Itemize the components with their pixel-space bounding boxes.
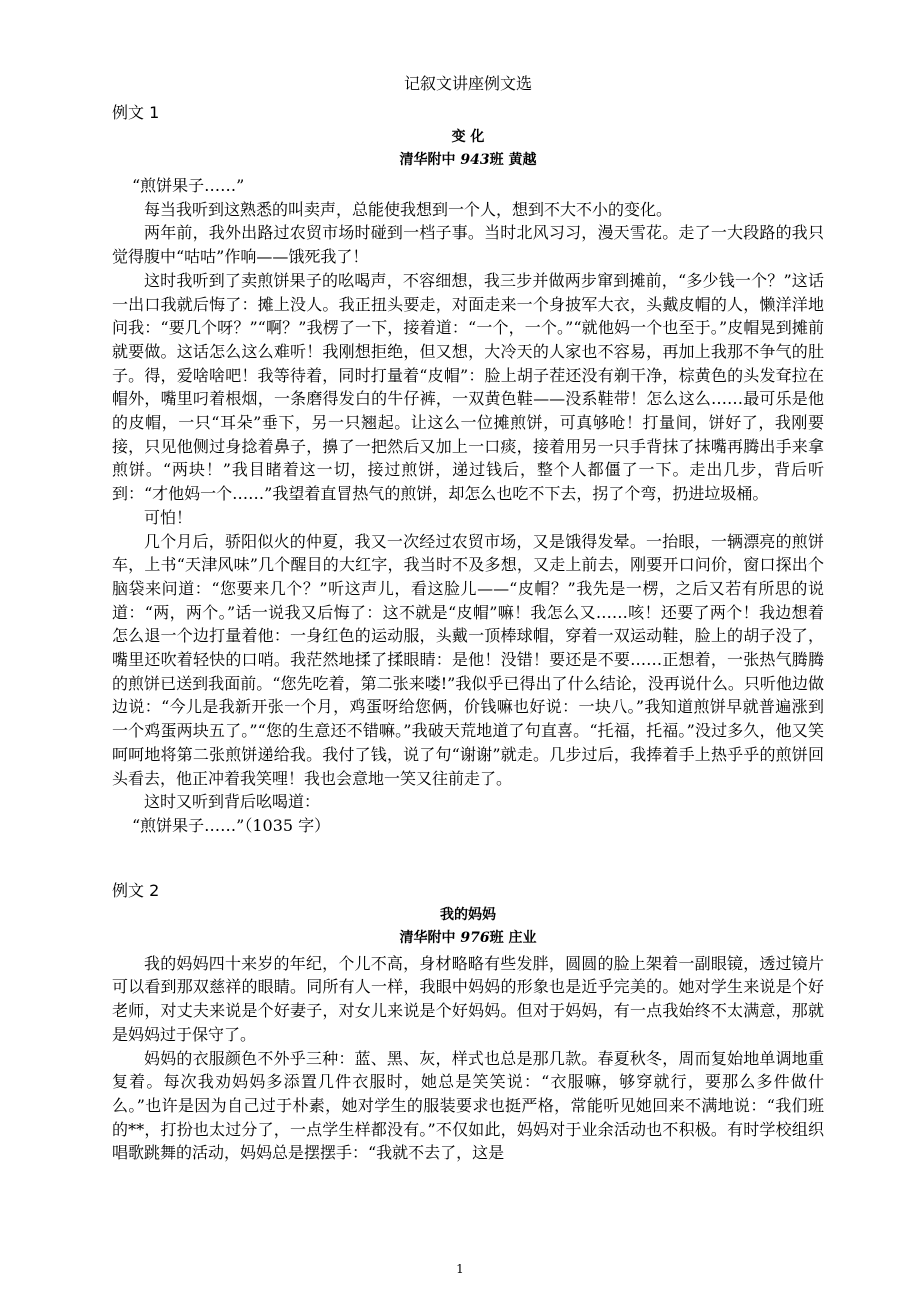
article-title: 变 化 — [451, 129, 485, 145]
paragraph: 几个月后，骄阳似火的仲夏，我又一次经过农贸市场，又是饿得发晕。一抬眼，一辆漂亮的煎饼车，上书“天津风味”几个醒目的大红字，我当时不及多想，又走上前去，刚要开口问价，窗口探出个脑袋来问道：“您要来几个？”听这声儿，看这脸儿——“皮帽？”我先是一楞，之后又若有所思的说道：“两，两个。”话一说我又后悔了：这不就是“皮帽”嘛！我怎么又……咳！还要了两个！我边想着怎么退一个边打量着他：一身红色的运动服，头戴一顶棒球帽，穿着一双运动鞋，脸上的胡子没了，嘴里还吹着轻快的口哨。我茫然地揉了揉眼睛：是他！没错！要还是不要……正想着，一张热气腾腾的煎饼已送到我面前。“您先吃着，第二张来喽!”我似乎已得出了什么结论，没再说什么。只听他边做边说：“今儿是我新开张一个月，鸡蛋呀给您俩，价钱嘛也好说：一块八。”我知道煎饼早就普遍涨到一个鸡蛋两块五了。”“您的生意还不错嘛。”我破天荒地道了句直喜。“托福，托福。”没过多久，他又笑呵呵地将第二张煎饼递给我。我付了钱，说了句“谢谢”就走。几步过后，我捧着手上热乎乎的煎饼回头看去，他正冲着我笑哩！我也会意地一笑又往前走了。 — [112, 531, 824, 788]
article-author — [112, 926, 824, 950]
paragraph: “煎饼果子……” — [132, 176, 245, 195]
page-body — [112, 72, 824, 1165]
paragraph: 妈妈的衣服颜色不外乎三种：蓝、黑、灰，样式也总是那几款。春夏秋冬，周而复始地单调地重复着。每次我劝妈妈多添置几件衣服时，她总是笑笑说：“衣服嘛，够穿就行，要那么多件做什么。”也许是因为自己过于朴素，她对学生的服装要求也挺严格，常能听见她回来不满地说：“我们班的**，打扮也太过分了，一点学生样都没有。”不仅如此，妈妈对于业余活动也不积极。有时学校组织唱歌跳舞的活动，妈妈总是摆摆手：“我就不去了，这是 — [112, 1048, 824, 1163]
paragraph: 可怕！ — [144, 507, 193, 527]
author-class-number: 943 — [460, 152, 490, 168]
paragraph: 这时我听到了卖煎饼果子的吆喝声，不容细想，我三步并做两步窜到摊前，“多少钱一个？”这话一出口我就后悔了：摊上没人。我正扭头要走，对面走来一个身披军大衣，头戴皮帽的人，懒洋洋地问我：“要几个呀？”“啊？”我楞了一下，接着道：“一个，一个。”“就他妈一个也至于。”皮帽晃到摊前就要做。这话怎么这么难听！我刚想拒绝，但又想，大冷天的人家也不容易，再加上我那不争气的肚子。得，爱啥啥吧！我等待着，同时打量着“皮帽”：脸上胡子茬还没有剃干净，棕黄色的头发耷拉在帽外，嘴里叼着根烟，一条磨得发白的牛仔裤，一双黄色鞋——没系鞋带！怎么这么……最可乐是他的皮帽，一只“耳朵”垂下，另一只翘起。让这么一位摊煎饼，可真够呛！打量间，饼好了，我刚要接，只见他侧过身捻着鼻子，擤了一把然后又加上一口痰，接着用另一只手背抹了抹嘴再腾出手来拿煎饼。“两块！”我目睹着这一切，接过煎饼，递过钱后，整个人都僵了一下。走出几步，背后听到：“才他妈一个……”我望着直冒热气的煎饼，却怎么也吃不下去，拐了个弯，扔进垃圾桶。 — [112, 270, 824, 504]
paragraph: 两年前，我外出路过农贸市场时碰到一档子事。当时北风习习，漫天雪花。走了一大段路的我只觉得腹中“咕咕”作响——饿死我了！ — [112, 223, 824, 267]
paragraph: “煎饼果子……”（1035 字） — [132, 815, 331, 835]
article-label: 例文 2 — [112, 880, 160, 900]
paragraph: 这时又听到背后吆喝道： — [144, 792, 321, 812]
author-class-and-name: 班 庄业 — [489, 929, 537, 946]
author-school: 清华附中 — [399, 929, 456, 946]
paragraph: 每当我听到这熟悉的叫卖声，总能使我想到一个人，想到不大不小的变化。 — [144, 199, 673, 219]
author-class-number: 976 — [460, 929, 490, 946]
article-2 — [112, 880, 824, 1165]
paragraph: 我的妈妈四十来岁的年纪，个儿不高，身材略略有些发胖，圆圆的脸上架着一副眼镜，透过镜片可以看到那双慈祥的眼睛。同所有人一样，我眼中妈妈的形象也是近乎完美的。她对学生来说是个好老师，对丈夫来说是个好妻子，对女儿来说是个好妈妈。但对于妈妈，有一点我始终不太满意，那就是妈妈过于保守了。 — [112, 953, 824, 1044]
article-title: 我的妈妈 — [440, 906, 496, 923]
author-class-and-name: 班 黄越 — [489, 152, 537, 168]
article-1 — [112, 102, 824, 838]
author-school: 清华附中 — [399, 152, 456, 168]
article-author — [112, 148, 824, 172]
page-number: 1 — [456, 1262, 464, 1276]
article-label: 例文 1 — [112, 103, 160, 122]
document-title: 记叙文讲座例文选 — [403, 74, 532, 93]
section-spacer — [112, 838, 824, 880]
